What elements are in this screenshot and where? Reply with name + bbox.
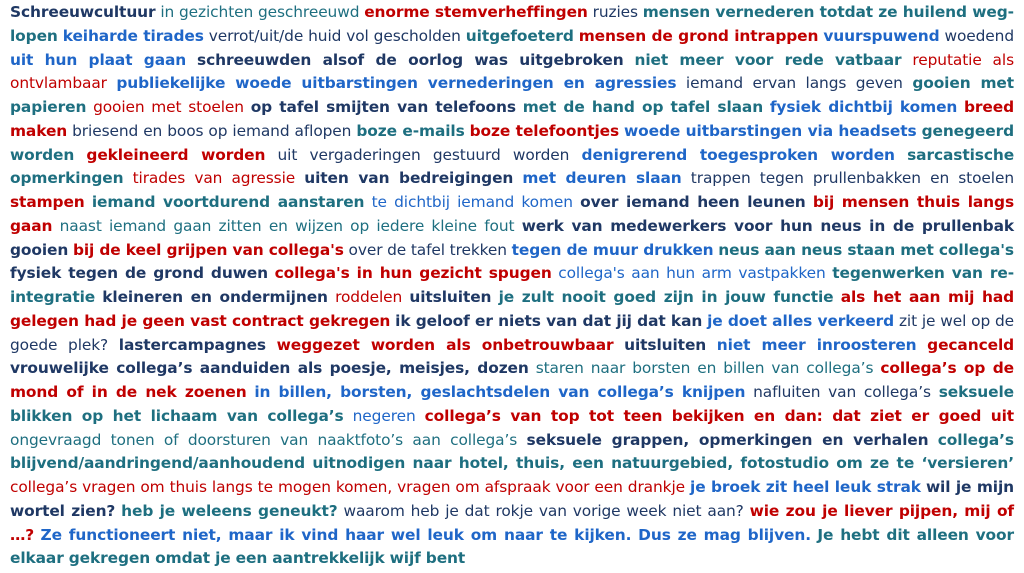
phrase: over iemand heen leunen [580, 193, 806, 211]
phrase: in billen, borsten, geslachtsdelen van collega’s knijpen [254, 383, 746, 401]
phrase: fysiek dichtbij komen [769, 98, 958, 116]
phrase: uit hun plaat gaan [10, 50, 187, 69]
phrase: bij mensen thuis langs gaan [10, 193, 1015, 235]
phrase: collega's in hun gezicht spugen [274, 264, 552, 283]
phrase: publiekelijke woede uitbarstingen vernederingen en agressies [116, 74, 677, 93]
phrase: mensen vernederen totdat ze huilend weglopen [10, 3, 1014, 45]
phrase: boze e-mails [356, 121, 465, 140]
phrase: collega’s blijvend/aandringend/aanhoudend uitnodigen naar hotel, thuis, een natuurgebied, fotostudio om ze te ‘versieren’ [10, 430, 1014, 473]
phrase: schreeuwden alsof de oorlog was uitgebroken [197, 50, 624, 69]
phrase: keiharde tirades [62, 26, 204, 45]
phrase: Schreeuwcultuur [10, 3, 156, 21]
phrase: niet meer inroosteren [716, 335, 917, 354]
phrase: wil je mijn wortel zien? [10, 478, 1014, 520]
phrase: bij de keel grijpen van collega's [72, 240, 344, 259]
phrase: je doet alles verkeerd [707, 311, 895, 330]
phrase: gooien met papieren [10, 74, 1015, 116]
phrase: vuurspuwend [823, 26, 940, 45]
phrase: ik geloof er niets van dat jij dat kan [395, 311, 703, 330]
phrase: met de hand op tafel slaan [522, 98, 764, 116]
phrase: uitsluiten [624, 335, 707, 354]
phrase: sarcastische opmerkingen [10, 145, 1015, 188]
phrase: Je hebt dit alleen voor elkaar gekregen omdat je een aantrekkelijk wijf bent [10, 525, 1014, 568]
phrase: iemand voortdurend aanstaren [91, 193, 365, 211]
phrase: als het aan mij had gelegen had je geen vast contract gekregen [10, 288, 1015, 330]
phrase: je broek zit heel leuk strak [690, 478, 921, 496]
phrase: iemand ervan langs geven [685, 74, 903, 93]
phrase: collega’s op de mond of in de nek zoenen [10, 359, 1014, 401]
phrase: collega’s van top tot teen bekijken en dan: dat ziet er goed uit [424, 406, 1015, 425]
phrase: genegeerd worden [10, 121, 1015, 164]
phrase: woedend [944, 26, 1015, 45]
phrase: ongevraagd tonen of doorsturen van naaktfoto’s aan collega’s [10, 430, 518, 449]
phrase: tegen de muur drukken [511, 240, 714, 259]
phrase: te dichtbij iemand komen [371, 193, 573, 211]
phrase: niet meer voor rede vatbaar [634, 50, 902, 69]
phrase: heb je weleens geneukt? [121, 501, 338, 520]
phrase: wie zou je liever pijpen, mij of …? [10, 501, 1015, 544]
phrase: je zult nooit goed zijn in jouw functie [498, 288, 834, 306]
phrase: naast iemand gaan zitten en wijzen op iedere kleine fout [59, 216, 515, 235]
phrase: in gezichten geschreeuwd [160, 3, 360, 21]
phrase: mensen de grond intrappen [578, 26, 819, 45]
phrase: waarom heb je dat rokje van vorige week niet aan? [343, 501, 744, 520]
phrase: enorme stemverheffingen [364, 3, 588, 21]
phrase: uitgefoeterd [465, 26, 574, 45]
phrase: uiten van bedreigingen [304, 169, 514, 188]
phrase: lastercampagnes [118, 335, 266, 354]
phrase: reputatie als ontvlambaar [10, 50, 1014, 93]
phrase: denigrerend toegesproken worden [581, 145, 895, 164]
phrase: met deuren slaan [522, 169, 682, 188]
phrase: neus aan neus staan met collega's [718, 240, 1014, 259]
phrase: boze telefoontjes [469, 121, 620, 140]
phrase: gecanceld [927, 335, 1015, 354]
phrase: weggezet worden als onbetrouwbaar [276, 335, 614, 354]
phrase: stampen [10, 193, 85, 211]
phrase: tirades van agressie [132, 169, 296, 188]
phrase: seksuele blikken op het lichaam van collega’s [10, 383, 1015, 425]
phrase: gekleineerd worden [86, 145, 266, 164]
phrase: vrouwelijke collega’s aanduiden als poesje, meisjes, dozen [10, 359, 529, 378]
phrase: op tafel smijten van telefoons [250, 98, 516, 116]
phrase: staren naar borsten en billen van collega’s [535, 359, 874, 378]
phrase: ruzies [592, 3, 638, 21]
phrase: over de tafel trekken [348, 240, 507, 259]
phrase: roddelen [335, 288, 403, 306]
phrase: tegenwerken van re-integratie [10, 264, 1015, 306]
phrase: woede uitbarstingen via headsets [624, 121, 917, 140]
phrase: trappen tegen prullenbakken en stoelen [690, 169, 1014, 188]
phrase: negeren [352, 406, 416, 425]
phrase: seksuele grappen, opmerkingen en verhalen [526, 430, 929, 449]
phrase: breed maken [10, 98, 1015, 140]
phrase: uitsluiten [409, 288, 492, 306]
phrase: verrot/uit/de huid vol gescholden [208, 26, 461, 45]
phrase: uit vergaderingen gestuurd worden [277, 145, 570, 164]
phrase: briesend en boos op iemand aflopen [72, 121, 352, 140]
phrase: zit je wel op de goede plek? [10, 311, 1014, 354]
phrase-cloud [10, 1, 1014, 571]
phrase: nafluiten van collega’s [753, 383, 931, 401]
phrase: fysiek tegen de grond duwen [10, 264, 269, 283]
phrase: werk van medewerkers voor hun neus in de prullenbak gooien [10, 216, 1014, 259]
phrase: kleineren en ondermijnen [102, 288, 328, 306]
phrase: gooien met stoelen [93, 98, 244, 116]
phrase: collega’s vragen om thuis langs te mogen komen, vragen om afspraak voor een drankje [10, 478, 686, 496]
phrase: Ze functioneert niet, maar ik vind haar wel leuk om naar te kijken. Dus ze mag blijven. [40, 525, 811, 544]
phrase: collega's aan hun arm vastpakken [558, 264, 826, 283]
